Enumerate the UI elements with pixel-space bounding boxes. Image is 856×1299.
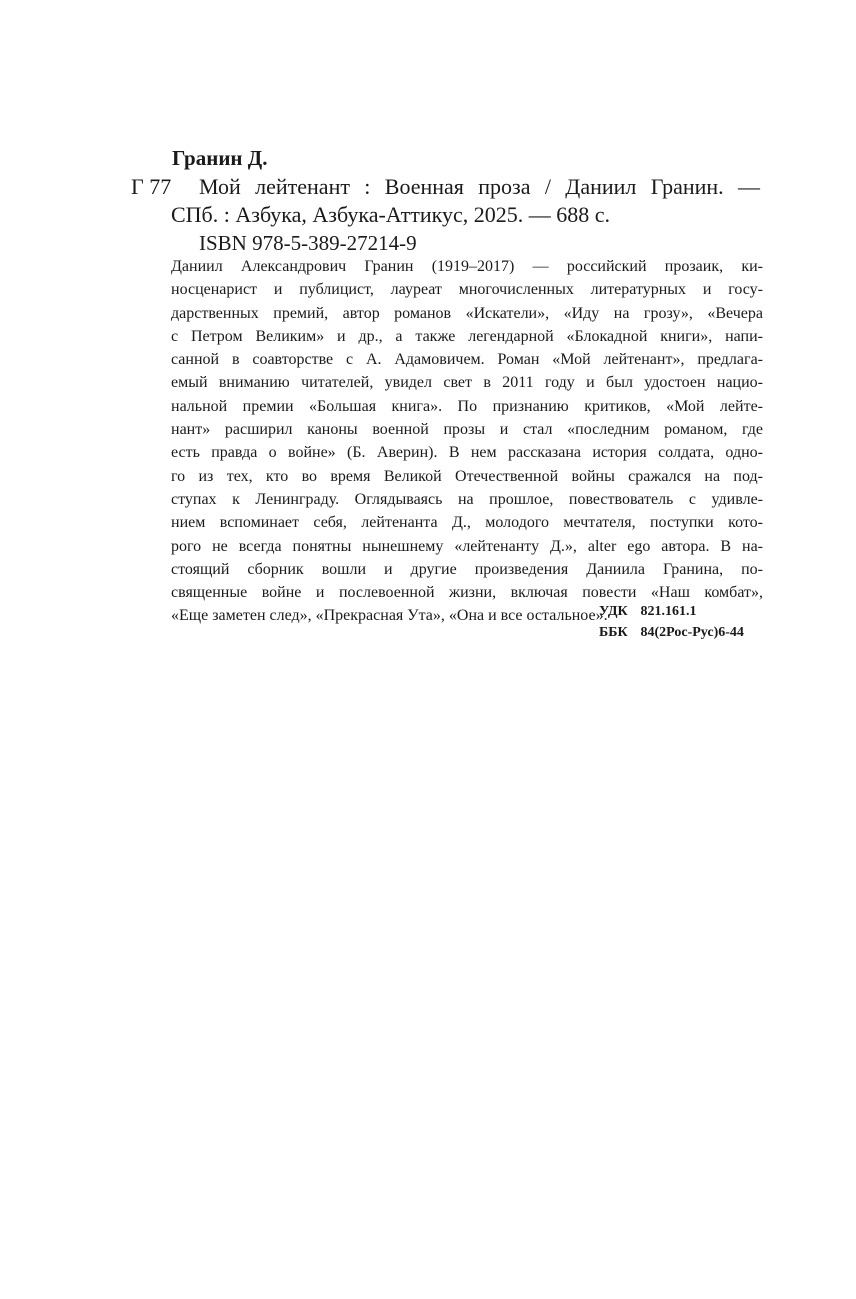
- annotation-paragraph: [171, 255, 763, 628]
- annotation-line: дарственных премий, автор романов «Искатели», «Иду на грозу», «Вечера: [171, 304, 763, 322]
- annotation-line: нант» расширил каноны военной прозы и стал «последним романом, где: [171, 421, 763, 439]
- udk-label: УДК: [599, 604, 628, 619]
- annotation-line: емый вниманию читателей, увидел свет в 2011 году и был удостоен нацио-: [171, 374, 763, 392]
- annotation-line: рого не всегда понятны нынешнему «лейтенанту Д.», alter ego автора. В на-: [171, 537, 763, 555]
- annotation-line: санной в соавторстве с А. Адамовичем. Роман «Мой лейтенант», предлага-: [171, 351, 763, 369]
- udk-value: 821.161.1: [640, 604, 697, 619]
- annotation-line: «Еще заметен след», «Прекрасная Ута», «Она и все остальное».: [171, 607, 608, 625]
- author-heading: Гранин Д.: [172, 146, 268, 170]
- annotation-line: есть правда о войне» (Б. Аверин). В нем рассказана история солдата, одно-: [171, 444, 763, 462]
- annotation-line: го из тех, кто во время Великой Отечественной войны сражался на под-: [171, 467, 763, 485]
- classification-codes: [599, 601, 744, 643]
- bbk-label: ББК: [599, 625, 628, 640]
- bbk-value: 84(2Рос-Рус)6-44: [640, 625, 744, 640]
- isbn: ISBN 978-5-389-27214-9: [199, 231, 417, 255]
- title-line-1: Мой лейтенант : Военная проза / Даниил Гранин. —: [199, 174, 760, 199]
- annotation-line: нием вспоминает себя, лейтенанта Д., молодого мечтателя, поступки кото-: [171, 514, 763, 532]
- annotation-line: стоящий сборник вошли и другие произведения Даниила Гранина, по-: [171, 560, 763, 578]
- annotation-line: с Петром Великим» и др., а также легендарной «Блокадной книги», напи-: [171, 327, 763, 345]
- author-sign-code: Г 77: [131, 174, 172, 199]
- annotation-line: нальной премии «Большая книга». По признанию критиков, «Мой лейте-: [171, 397, 763, 415]
- bbk-row: [599, 622, 744, 643]
- udk-row: [599, 601, 744, 622]
- title-line-2: СПб. : Азбука, Азбука-Аттикус, 2025. — 688 с.: [171, 202, 611, 227]
- annotation-line: носценарист и публицист, лауреат многочисленных литературных и госу-: [171, 281, 763, 299]
- bibliographic-description: [171, 173, 760, 229]
- annotation-line: Даниил Александрович Гранин (1919–2017) — российский прозаик, ки-: [171, 258, 763, 275]
- annotation-line: священные войне и послевоенной жизни, включая повести «Наш комбат»,: [171, 584, 763, 602]
- annotation-line: ступах к Ленинграду. Оглядываясь на прошлое, повествователь с удивле-: [171, 490, 763, 508]
